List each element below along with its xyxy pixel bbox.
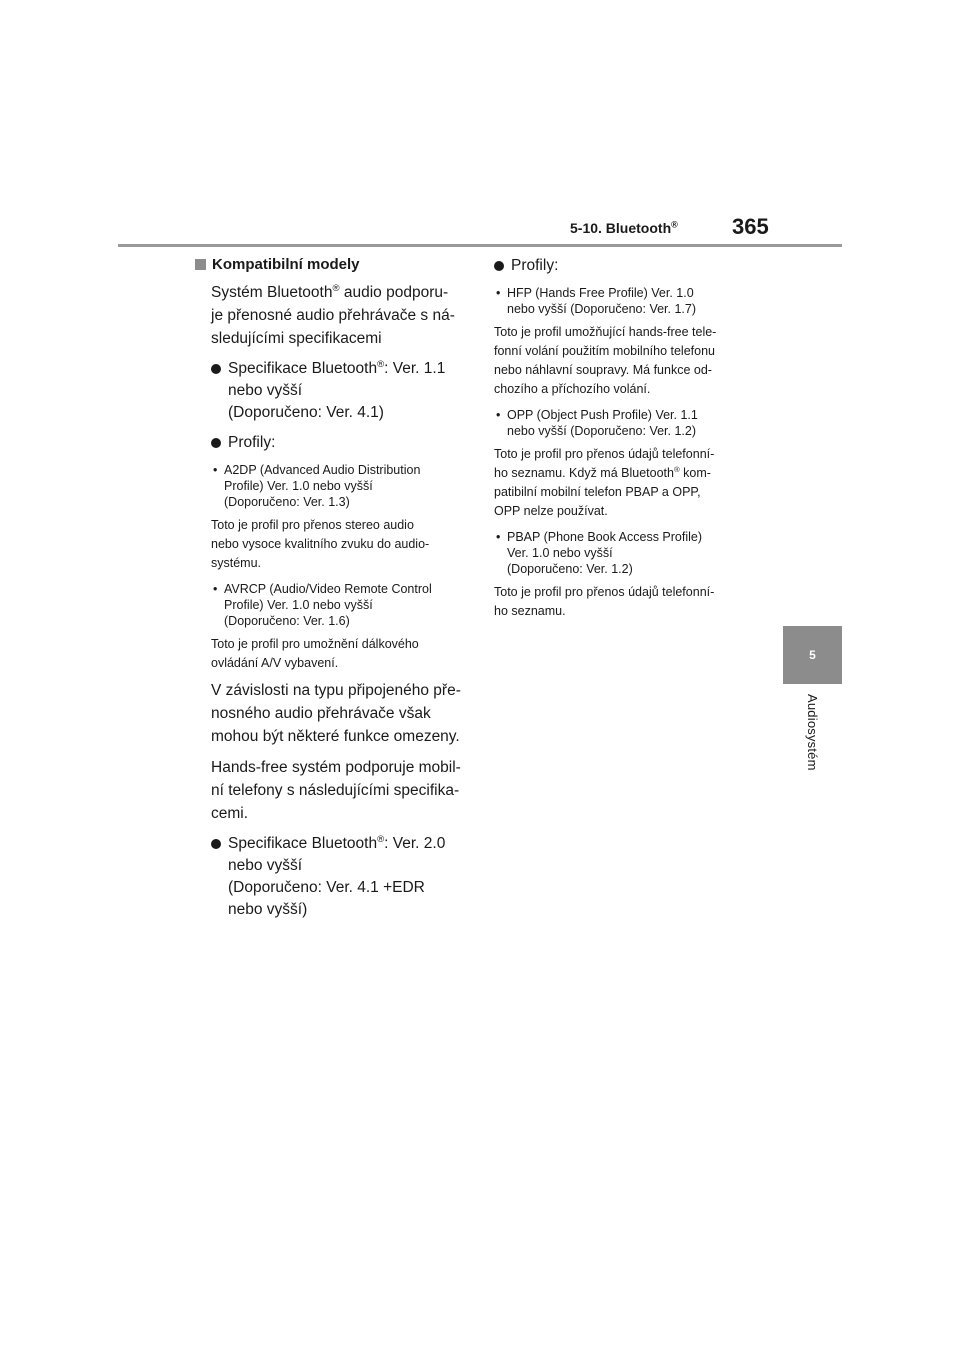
sub-list-item: • HFP (Hands Free Profile) Ver. 1.0 nebo vyšší (Doporučeno: Ver. 1.7) xyxy=(494,285,756,317)
right-column xyxy=(494,255,756,627)
sub-list-item: • PBAP (Phone Book Access Profile) Ver. 1.0 nebo vyšší (Doporučeno: Ver. 1.2) xyxy=(494,529,756,577)
note-text: Toto je profil umožňující hands-free tele- fonní volání použitím mobilního telefonu nebo náhlavní soupravy. Má funkce od- chozího a příchozího volání. xyxy=(494,325,717,396)
bullet-item: Specifikace Bluetooth®: Ver. 2.0 nebo vyšší (Doporučeno: Ver. 4.1 +EDR nebo vyšší) xyxy=(211,833,473,921)
sub-list-item: • A2DP (Advanced Audio Distribution Profile) Ver. 1.0 nebo vyšší (Doporučeno: Ver. 1.3) xyxy=(211,462,473,510)
section-title: 5-10. Bluetooth xyxy=(570,220,672,236)
chapter-tab xyxy=(783,626,842,684)
note-text: Toto je profil pro přenos údajů telefonní- ho seznamu. xyxy=(494,585,715,618)
paragraph: Hands-free systém podporuje mobil- ní telefony s následujícími specifika- cemi. xyxy=(211,759,461,822)
bullet-item: Profily: xyxy=(211,432,473,454)
paragraph: V závislosti na typu připojeného pře- nosného audio přehrávače však mohou být některé funkce omezeny. xyxy=(211,682,461,745)
chapter-label xyxy=(783,694,842,804)
note-text: Toto je profil pro umožnění dálkového ovládání A/V vybavení. xyxy=(211,637,419,670)
note-text: Toto je profil pro přenos stereo audio nebo vysoce kvalitního zvuku do audio- systému. xyxy=(211,518,430,570)
section-header xyxy=(570,220,678,236)
sub-list-item: • OPP (Object Push Profile) Ver. 1.1 nebo vyšší (Doporučeno: Ver. 1.2) xyxy=(494,407,756,439)
page-number: 365 xyxy=(732,214,769,239)
left-column xyxy=(211,255,473,929)
bullet-item: Profily: xyxy=(494,255,756,277)
chapter-number: 5 xyxy=(809,648,816,662)
note-text: Toto je profil pro přenos údajů telefonní- ho seznamu. Když má Bluetooth® kom- patibilní mobilní telefon PBAP a OPP, OPP nelze používat. xyxy=(494,447,715,518)
sub-list-item: • AVRCP (Audio/Video Remote Control Profile) Ver. 1.0 nebo vyšší (Doporučeno: Ver. 1.6) xyxy=(211,581,473,629)
paragraph: Systém Bluetooth® audio podporu- je přenosné audio přehrávače s ná- sledujícími specifikacemi xyxy=(211,282,455,347)
registered-mark: ® xyxy=(671,219,678,230)
square-bullet-icon xyxy=(195,259,206,270)
section-heading: Kompatibilní modely xyxy=(195,255,473,275)
header-divider xyxy=(118,244,842,247)
bullet-item: Specifikace Bluetooth®: Ver. 1.1 nebo vyšší (Doporučeno: Ver. 4.1) xyxy=(211,358,473,424)
chapter-title: Audiosystém xyxy=(805,694,820,771)
